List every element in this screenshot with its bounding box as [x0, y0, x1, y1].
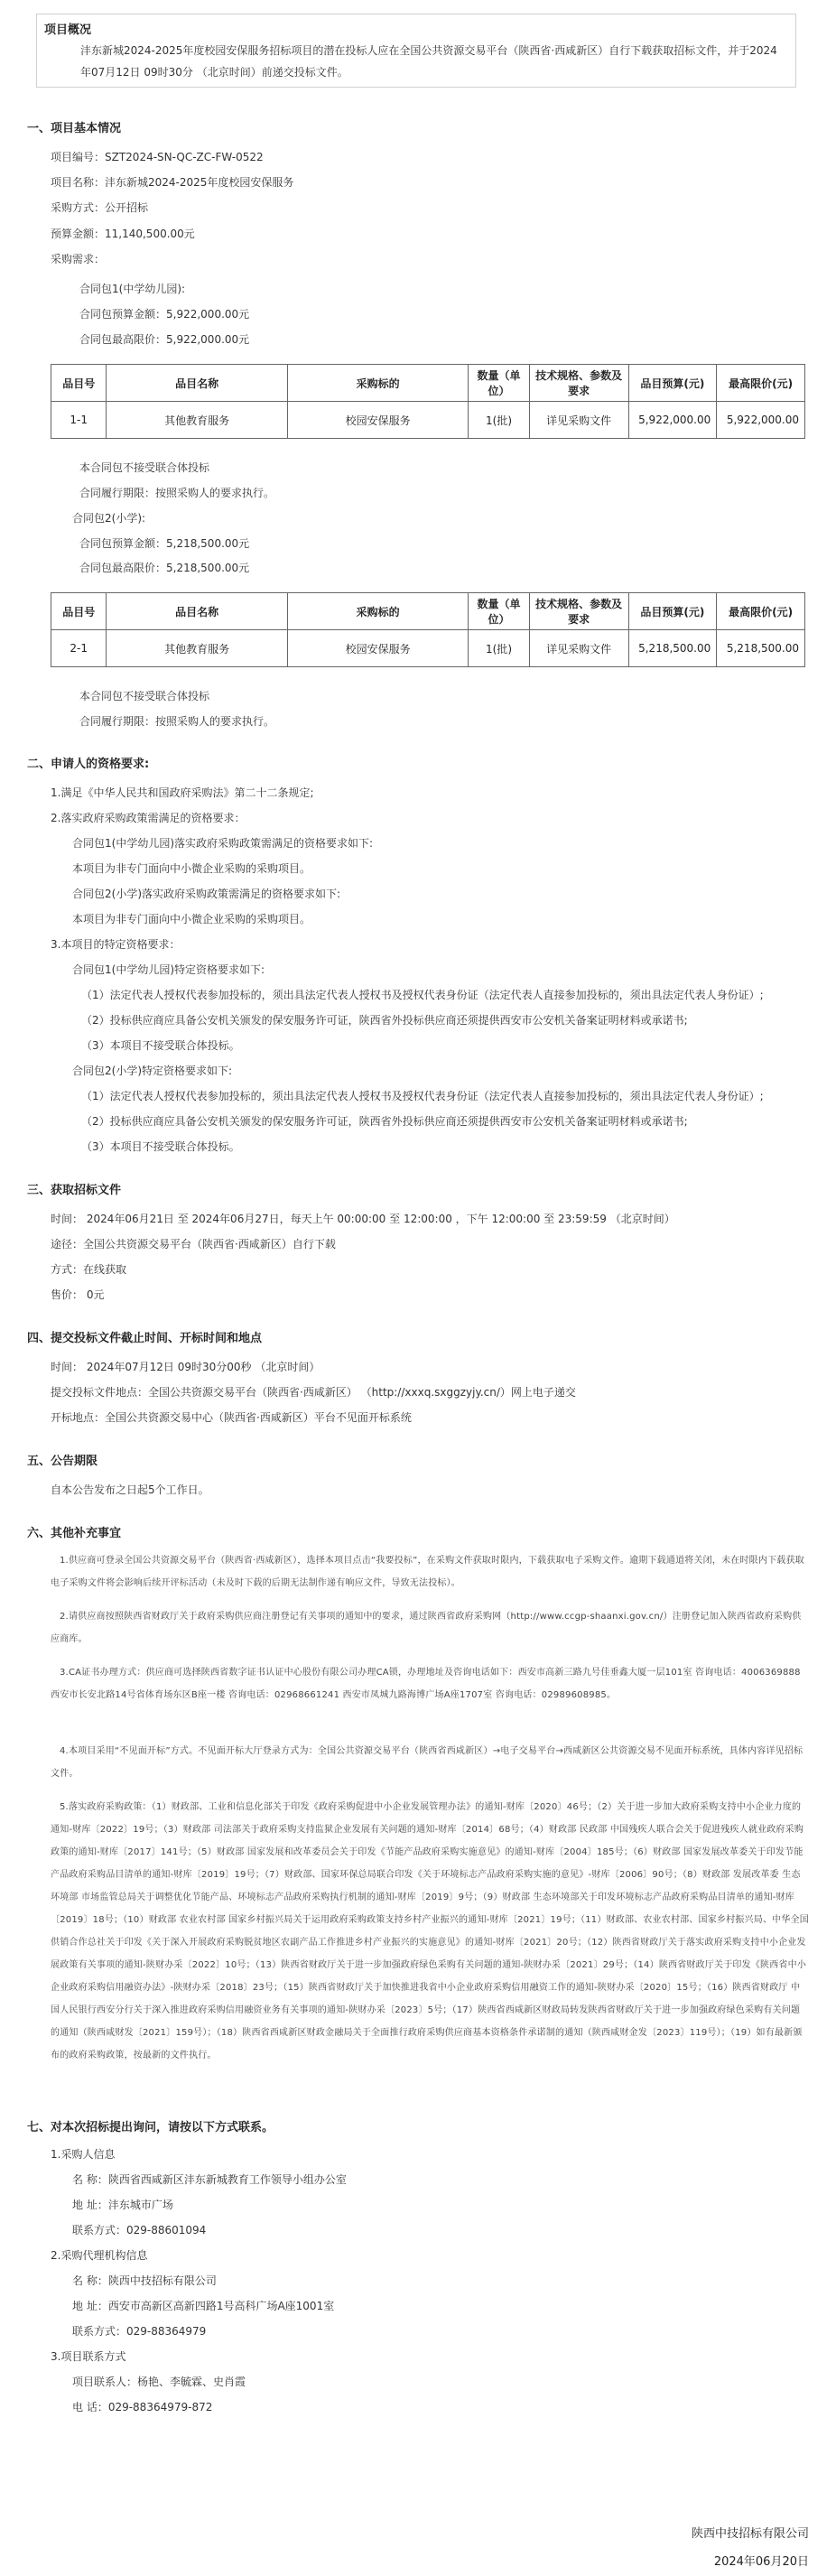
package-1-budget: 合同包预算金额：5,922,000.00元: [79, 308, 250, 321]
cell-spec: 详见采购文件: [529, 630, 628, 667]
table-row: [51, 402, 805, 439]
supplementary-item-2: 2.请供应商按照陕西省财政厅关于政府采购供应商注册登记有关事项的通知中的要求，通过陕西省政府采购网（http://www.ccgp-shaanxi.gov.cn/）注册登记加入陕西省政府采购供应商库。: [51, 1612, 802, 1644]
cell-spec: 详见采购文件: [529, 402, 628, 439]
agency-name: 名 称：陕西中技招标有限公司: [72, 2274, 217, 2287]
header-item-name: 品目名称: [107, 365, 287, 402]
qualification-line: 合同包1(中学幼儿园)落实政府采购政策需满足的资格要求如下:: [72, 837, 374, 850]
qualification-line: （1）法定代表人授权代表参加投标的，须出具法定代表人授权书及授权代表身份证（法定代表人直接参加投标的，须出具法定代表人身份证）;: [81, 1090, 764, 1102]
qualification-line: 1.满足《中华人民共和国政府采购法》第二十二条规定;: [51, 786, 314, 799]
signature-date: 2024年06月20日: [713, 2555, 809, 2569]
acquire-price: 售价： 0元: [51, 1288, 105, 1301]
cell-limit: 5,922,000.00: [717, 402, 805, 439]
cell-budget: 5,218,500.00: [628, 630, 717, 667]
header-item-name: 品目名称: [107, 593, 287, 630]
supplementary-item-3: 3.CA证书办理方式：供应商可选择陕西省数字证书认证中心股份有限公司办理CA锁，办理地址及咨询电话如下：西安市高新三路九号佳垂鑫大厦一层101室 咨询电话：4006369888 西安市长安北路14号省体育场东区B座一楼 咨询电话：02968661241 西安市凤城九路海博广场A座1707室 咨询电话：02989608985。: [51, 1668, 801, 1700]
project-number: 项目编号：SZT2024-SN-QC-ZC-FW-0522: [51, 151, 264, 163]
supplementary-item-5: 5.落实政府采购政策：（1）财政部、工业和信息化部关于印发《政府采购促进中小企业发展管理办法》的通知-财库〔2020〕46号；（2）关于进一步加大政府采购支持中小企业力度的通知-财库〔2022〕19号；（3）财政部 司法部关于政府采购支持监狱企业发展有关问题的通知-财库〔2014〕68号；（4）财政部 民政部 中国残疾人联合会关于促进残疾人就业政府采购政策的通知-财库〔2017〕141号；（5）财政部 国家发展和改革委员会关于印发《节能产品政府采购实施意见》的通知-财库〔2004〕185号；（6）财政部 国家发展改革委关于印发节能产品政府采购品目清单的通知-财库〔2019〕19号；（7）财政部、国家环保总局联合印发《关于环境标志产品政府采购实施的意见》-财库〔2006〕90号；（8）财政部 发展改革委 生态环境部 市场监管总局关于调整优化节能产品、环境标志产品政府采购执行机制的通知-财库〔2019〕9号；（9）财政部 生态环境部关于印发环境标志产品政府采购品目清单的通知-财库〔2019〕18号；（10）财政部 农业农村部 国家乡村振兴局关于运用政府采购政策支持乡村产业振兴的通知-财库〔2021〕19号；（11）财政部、农业农村部、国家乡村振兴局、中华全国供销合作总社关于印发《关于深入开展政府采购脱贫地区农副产品工作推进乡村产业振兴的实施意见》的通知-财库〔2021〕20号；（12）陕西省财政厅关于落实政府采购支持中小企业发展政策有关事项的通知-陕财办采〔2022〕10号；（13）陕西省财政厅关于进一步加强政府绿色采购有关问题的通知-陕财办采〔2021〕29号；（14）陕西省财政厅关于印发《陕西省中小企业政府采购信用融资办法》-陕财办采〔2018〕23号；（15）陕西省财政厅关于加快推进我省中小企业政府采购信用融资工作的通知-陕财办采〔2020〕15号；（16）陕西省财政厅 中国人民银行西安分行关于深入推进政府采购信用融资业务有关事项的通知-陕财办采〔2023〕5号；（17）陕西省西咸新区财政局转发陕西省财政厅关于进一步加强政府绿色采购有关问题的通知（陕西咸财发〔2021〕159号）；（18）陕西省西咸新区财政金融局关于全面推行政府采购供应商基本资格条件承诺制的通知（陕西咸财金发〔2023〕119号）；（19）如有最新颁布的政府采购政策，按最新的文件执行。: [51, 1802, 809, 2060]
supplementary-item-4: 4.本项目采用“不见面开标”方式。不见面开标大厅登录方式为：全国公共资源交易平台（陕西省西咸新区）→电子交易平台→西咸新区公共资源交易不见面开标系统，具体内容详见招标文件。: [51, 1746, 803, 1779]
submit-location: 提交投标文件地点：全国公共资源交易平台（陕西省·西咸新区） （http://xxxq.sxggzyjy.cn/）网上电子递交: [51, 1386, 576, 1399]
opening-location: 开标地点：全国公共资源交易中心（陕西省·西咸新区）平台不见面开标系统: [51, 1411, 412, 1424]
section-7-title: 七、对本次招标提出询问，请按以下方式联系。: [27, 2121, 274, 2134]
project-contact-heading: 3.项目联系方式: [51, 2350, 126, 2363]
package-2-table: [51, 592, 805, 667]
project-contact-phone: 电 话：029-88364979-872: [72, 2401, 213, 2413]
cell-target: 校园安保服务: [287, 402, 468, 439]
table-header-row: [51, 593, 805, 630]
acquire-mode: 方式：在线获取: [51, 1263, 127, 1276]
header-item-no: 品目号: [51, 365, 107, 402]
purchaser-heading: 1.采购人信息: [51, 2148, 116, 2161]
section-2-title: 二、申请人的资格要求:: [27, 758, 150, 771]
qualification-line: 本项目为非专门面向中小微企业采购的采购项目。: [72, 913, 311, 925]
qualification-line: 合同包1(中学幼儿园)特定资格要求如下:: [72, 963, 265, 976]
header-target: 采购标的: [287, 365, 468, 402]
overview-title: 项目概况: [44, 23, 92, 37]
header-budget: 品目预算(元): [628, 593, 717, 630]
qualification-line: 3.本项目的特定资格要求：: [51, 938, 181, 951]
table-row: [51, 630, 805, 667]
qualification-line: 本项目为非专门面向中小微企业采购的采购项目。: [72, 862, 311, 875]
signature-company: 陕西中技招标有限公司: [691, 2527, 809, 2541]
qualification-line: 合同包2(小学)特定资格要求如下:: [72, 1065, 233, 1077]
overview-text: 沣东新城2024-2025年度校园安保服务招标项目的潜在投标人应在全国公共资源交易平台（陕西省·西咸新区）自行下载获取招标文件，并于2024年07月12日 09时30分 （北京时间）前递交投标文件。: [80, 44, 777, 79]
procurement-method: 采购方式：公开招标: [51, 201, 149, 214]
qualification-line: （3）本项目不接受联合体投标。: [81, 1039, 240, 1052]
header-target: 采购标的: [287, 593, 468, 630]
package-1-term: 合同履行期限：按照采购人的要求执行。: [79, 487, 275, 499]
agency-phone: 联系方式：029-88364979: [72, 2325, 207, 2338]
agency-address: 地 址：西安市高新区高新四路1号高科广场A座1001室: [72, 2300, 335, 2312]
budget-amount: 预算金额：11,140,500.00元: [51, 228, 195, 240]
project-overview-box: [36, 14, 796, 88]
project-name: 项目名称：沣东新城2024-2025年度校园安保服务: [51, 176, 294, 189]
package-1-table: [51, 364, 805, 439]
qualification-line: （2）投标供应商应具备公安机关颁发的保安服务许可证，陕西省外投标供应商还须提供西安市公安机关备案证明材料或承诺书;: [81, 1115, 688, 1128]
qualification-line: 2.落实政府采购政策需满足的资格要求：: [51, 812, 246, 824]
cell-item-no: 2-1: [51, 630, 107, 667]
project-contact-persons: 项目联系人：杨艳、李毓霖、史肖霞: [72, 2376, 246, 2388]
package-1-title: 合同包1(中学幼儿园):: [79, 283, 186, 295]
header-quantity: 数量（单位）: [469, 365, 529, 402]
purchaser-name: 名 称：陕西省西咸新区沣东新城教育工作领导小组办公室: [72, 2173, 347, 2186]
supplementary-item-1: 1.供应商可登录全国公共资源交易平台（陕西省·西咸新区），选择本项目点击“我要投标”，在采购文件获取时限内，下载获取电子采购文件。逾期下载通道将关闭，未在时限内下载获取电子采购文件将会影响后续开评标活动（未及时下载的后期无法制作递有响应文件，导致无法投标）。: [51, 1556, 804, 1588]
announcement-period: 自本公告发布之日起5个工作日。: [51, 1483, 209, 1496]
cell-limit: 5,218,500.00: [717, 630, 805, 667]
purchaser-address: 地 址：沣东城市广场: [72, 2199, 173, 2211]
package-1-limit: 合同包最高限价：5,922,000.00元: [79, 333, 250, 346]
deadline-time: 时间： 2024年07月12日 09时30分00秒 （北京时间）: [51, 1361, 320, 1373]
package-2-budget: 合同包预算金额：5,218,500.00元: [79, 537, 250, 550]
package-2-joint-bid: 本合同包不接受联合体投标: [79, 690, 210, 702]
cell-budget: 5,922,000.00: [628, 402, 717, 439]
header-spec: 技术规格、参数及要求: [529, 365, 628, 402]
qualification-line: （3）本项目不接受联合体投标。: [81, 1140, 240, 1153]
acquire-way: 途径：全国公共资源交易平台（陕西省·西咸新区）自行下载: [51, 1238, 336, 1251]
header-spec: 技术规格、参数及要求: [529, 593, 628, 630]
package-1-joint-bid: 本合同包不接受联合体投标: [79, 461, 210, 474]
header-limit: 最高限价(元): [717, 365, 805, 402]
header-item-no: 品目号: [51, 593, 107, 630]
header-quantity: 数量（单位）: [469, 593, 529, 630]
procurement-demand: 采购需求：: [51, 253, 106, 265]
cell-target: 校园安保服务: [287, 630, 468, 667]
acquire-time: 时间： 2024年06月21日 至 2024年06月27日，每天上午 00:00:00 至 12:00:00 ，下午 12:00:00 至 23:59:59 （北京时间）: [51, 1213, 675, 1225]
section-3-title: 三、获取招标文件: [27, 1184, 122, 1197]
purchaser-phone: 联系方式：029-88601094: [72, 2224, 207, 2237]
package-2-term: 合同履行期限：按照采购人的要求执行。: [79, 715, 275, 728]
cell-item-name: 其他教育服务: [107, 630, 287, 667]
cell-quantity: 1(批): [469, 630, 529, 667]
cell-quantity: 1(批): [469, 402, 529, 439]
qualification-line: （2）投标供应商应具备公安机关颁发的保安服务许可证，陕西省外投标供应商还须提供西安市公安机关备案证明材料或承诺书;: [81, 1014, 688, 1027]
package-2-limit: 合同包最高限价：5,218,500.00元: [79, 562, 250, 574]
package-2-title: 合同包2(小学):: [72, 512, 146, 525]
qualification-line: （1）法定代表人授权代表参加投标的，须出具法定代表人授权书及授权代表身份证（法定代表人直接参加投标的，须出具法定代表人身份证）;: [81, 989, 764, 1001]
section-4-title: 四、提交投标文件截止时间、开标时间和地点: [27, 1332, 263, 1345]
cell-item-name: 其他教育服务: [107, 402, 287, 439]
table-header-row: [51, 365, 805, 402]
cell-item-no: 1-1: [51, 402, 107, 439]
header-limit: 最高限价(元): [717, 593, 805, 630]
section-6-title: 六、其他补充事宜: [27, 1527, 122, 1540]
section-5-title: 五、公告期限: [27, 1455, 98, 1468]
header-budget: 品目预算(元): [628, 365, 717, 402]
agency-heading: 2.采购代理机构信息: [51, 2249, 148, 2262]
qualification-line: 合同包2(小学)落实政府采购政策需满足的资格要求如下:: [72, 888, 341, 900]
section-1-title: 一、项目基本情况: [27, 122, 122, 135]
